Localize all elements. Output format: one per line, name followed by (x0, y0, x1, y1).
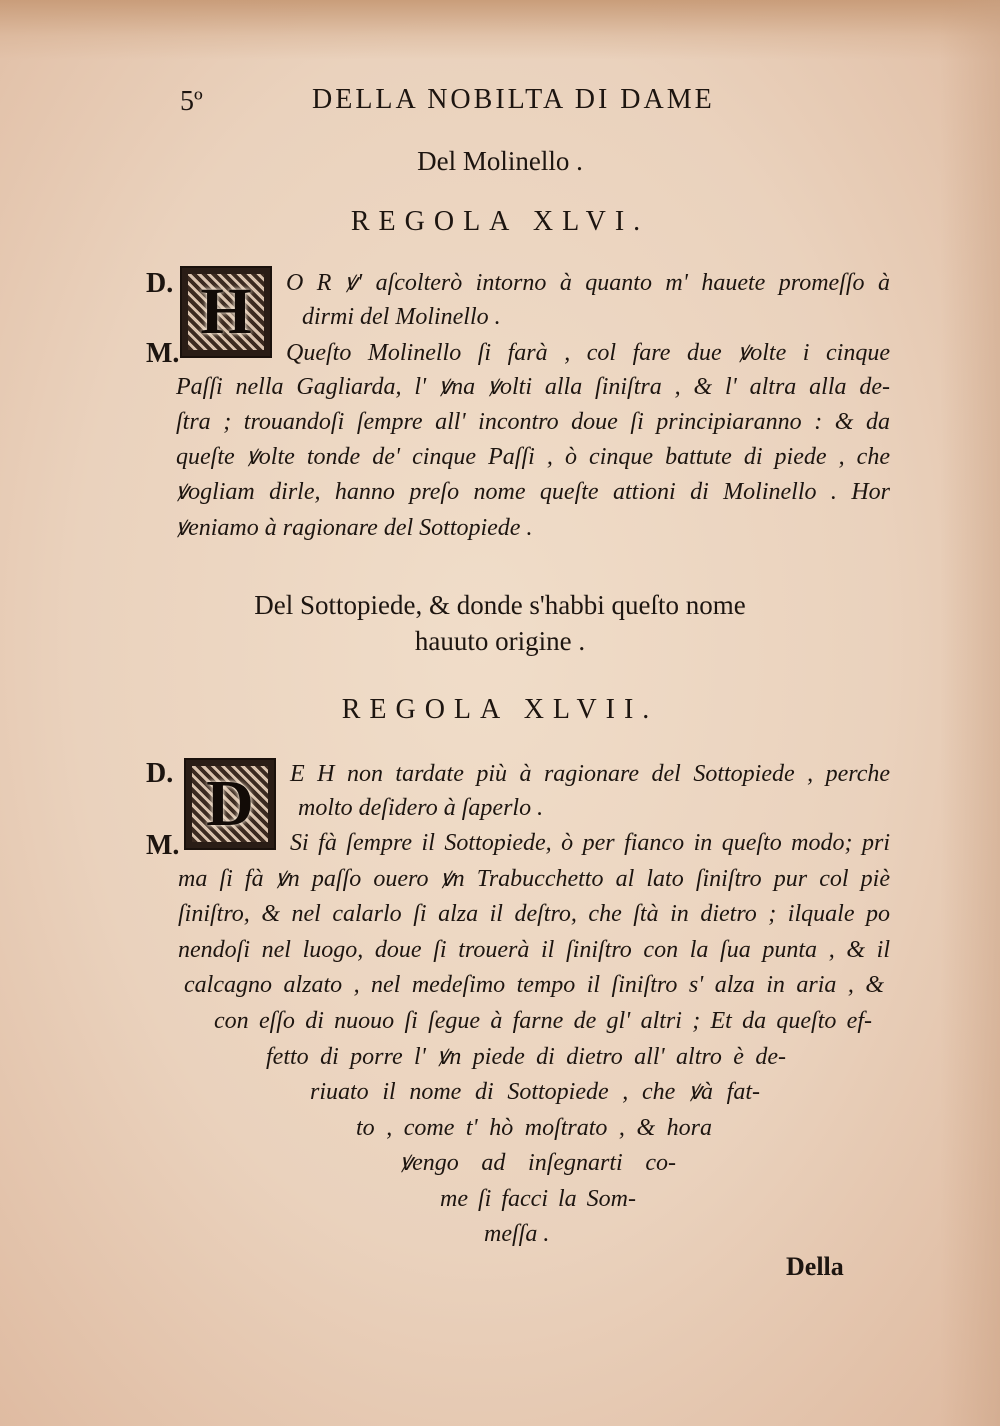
initial-letter: D (206, 767, 254, 840)
text-line: ꝟeniamo à ragionare del Sottopiede . (176, 515, 533, 541)
text-line: calcagno alzato , nel medeſimo tempo il ſiniſtro s' alza in aria , & (184, 972, 884, 998)
section-subtitle: Del Molinello . (417, 146, 583, 176)
speaker-m: M. (146, 830, 180, 861)
text-line: riuato il nome di Sottopiede , che ꝟà fat- (310, 1079, 760, 1105)
speaker-d: D. (146, 758, 174, 789)
section-subtitle-line2: hauuto origine . (414, 626, 586, 656)
text-line: Si fà ſempre il Sottopiede, ò per fianco in queſto modo; pri (290, 830, 890, 856)
text-line: dirmi del Molinello . (302, 304, 501, 330)
decorated-initial (180, 266, 272, 358)
text-line: to , come t' hò moſtrato , & hora (356, 1115, 712, 1141)
water-stain (0, 0, 1000, 60)
text-line: meſſa . (484, 1221, 550, 1247)
speaker-d: D. (146, 268, 174, 299)
text-line: O R ꝟ' aſcolterò intorno à quanto m' hauete promeſſo à (286, 270, 890, 296)
text-line: ſtra ; trouandoſi ſempre all' incontro doue ſi principiaranno : & da (176, 409, 890, 435)
running-title: DELLA NOBILTA DI DAME (312, 84, 715, 115)
decorated-initial (184, 758, 276, 850)
speaker-m: M. (146, 338, 180, 369)
rule-heading: REGOLA XLVI. (350, 206, 650, 237)
text-line: nendoſi nel luogo, doue ſi trouerà il ſiniſtro con la ſua punta , & il (178, 937, 890, 963)
text-line: fetto di porre l' ꝟn piede di dietro all' altro è de- (266, 1044, 786, 1070)
initial-letter: H (200, 275, 252, 348)
text-line: con eſſo di nuouo ſi ſegue à farne de gl' altri ; Et da queſto ef- (214, 1008, 872, 1034)
text-line: ſiniſtro, & nel calarlo ſi alza il deſtro, che ſtà in dietro ; ilquale po (178, 901, 890, 927)
text-line: Paſſi nella Gagliarda, l' ꝟna ꝟolti alla ſiniſtra , & l' altra alla de- (176, 374, 890, 400)
text-line: ꝟogliam dirle, hanno preſo nome queſte attioni di Molinello . Hor (176, 479, 890, 505)
text-line: ma ſi fà ꝟn paſſo ouero ꝟn Trabucchetto al lato ſiniſtro pur col piè (178, 866, 890, 892)
section-subtitle: Del Sottopiede, & donde s'habbi queſto nome (254, 590, 746, 620)
text-line: me ſi facci la Som- (440, 1186, 636, 1212)
text-line: molto deſidero à ſaperlo . (298, 795, 544, 821)
rule-heading: REGOLA XLVII. (341, 694, 659, 725)
text-line: Queſto Molinello ſi farà , col fare due ꝟolte i cinque (286, 340, 890, 366)
text-line: ꝟengo ad inſegnarti co- (400, 1150, 676, 1176)
text-line: E H non tardate più à ragionare del Sottopiede , perche (290, 761, 890, 787)
catchword: Della (786, 1252, 844, 1281)
text-line: queſte ꝟolte tonde de' cinque Paſſi , ò cinque battute di piede , che (176, 444, 890, 470)
page-number: 5º (180, 86, 203, 117)
